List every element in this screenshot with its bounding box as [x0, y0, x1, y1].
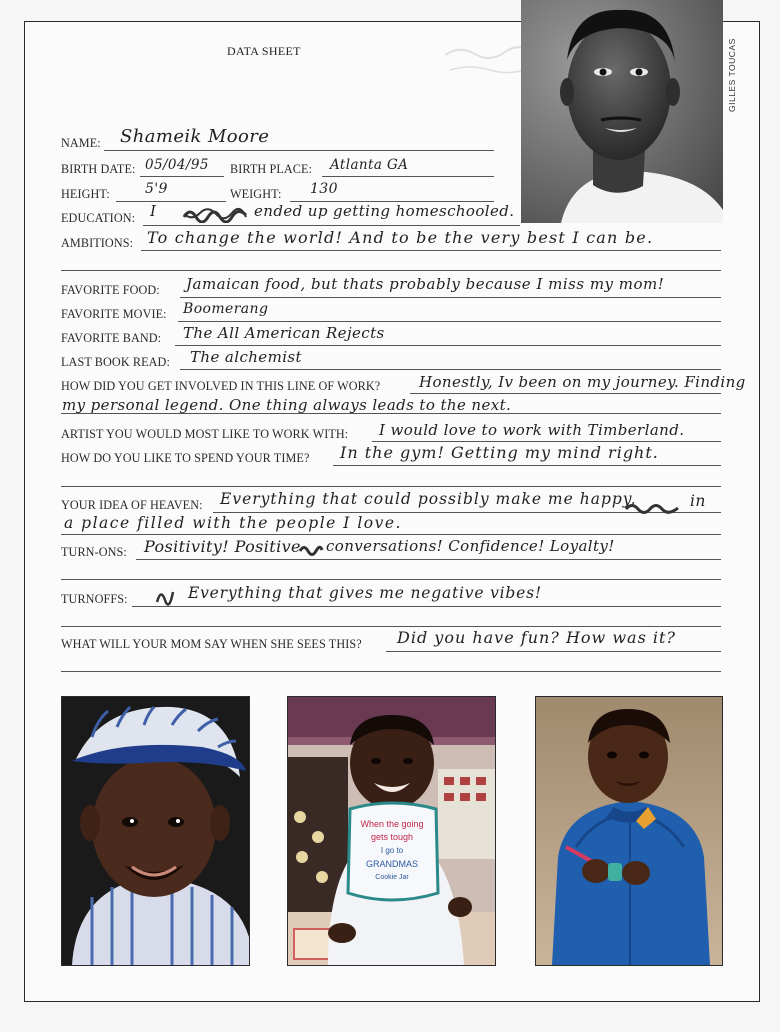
mom-line-2 [61, 671, 721, 672]
heaven-value-line2: a place filled with the people I love. [64, 514, 402, 532]
mom-value: Did you have fun? How was it? [397, 628, 676, 647]
height-value: 5'9 [145, 181, 168, 197]
birth-place-label: BIRTH PLACE: [230, 162, 313, 176]
baby-photo-cap [61, 696, 250, 966]
turnoffs-line [132, 606, 721, 607]
bib-text-5: Cookie Jar [375, 874, 409, 881]
artist-label: ARTIST YOU WOULD MOST LIKE TO WORK WITH: [61, 427, 349, 441]
favorite-band-value: The All American Rejects [183, 324, 385, 342]
birth-place-line [322, 176, 494, 177]
favorite-food-line [180, 297, 721, 298]
headshot-photo [521, 0, 723, 223]
turn-ons-line [136, 559, 721, 560]
involved-value-line2: my personal legend. One thing always leads to the next. [62, 396, 512, 414]
education-label: EDUCATION: [61, 211, 136, 225]
spend-time-line-2 [61, 486, 721, 487]
bib-text-4: GRANDMAS [365, 859, 419, 869]
mom-label: WHAT WILL YOUR MOM SAY WHEN SHE SEES THIS? [61, 637, 362, 651]
scribble-mark [298, 543, 324, 557]
favorite-band-label: FAVORITE BAND: [61, 331, 162, 345]
bib-text-3: I go to [380, 846, 404, 855]
scribble-mark [182, 205, 250, 223]
birth-date-line [140, 176, 224, 177]
involved-line [410, 393, 721, 394]
last-book-value: The alchemist [190, 348, 302, 366]
heaven-value-end: in [690, 492, 706, 510]
scribble-mark [624, 501, 682, 515]
turnoffs-label: TURNOFFS: [61, 592, 128, 606]
bib-text-1: When the going [360, 819, 424, 829]
height-line [116, 201, 226, 202]
baby-photo-blue-suit [535, 696, 723, 966]
birth-date-label: BIRTH DATE: [61, 162, 136, 176]
heaven-value-line1: Everything that could possibly make me happy, [220, 490, 637, 508]
education-value: ended up getting homeschooled. [254, 202, 515, 220]
involved-value-line1: Honestly, Iv been on my journey. Finding [419, 373, 746, 391]
turn-ons-value-line1: Positivity! Positive [144, 537, 301, 556]
scribble-mark [154, 586, 176, 606]
favorite-food-value: Jamaican food, but thats probably because I miss my mom! [186, 275, 665, 293]
bib-text-2: gets tough [370, 832, 414, 842]
name-line [104, 150, 494, 151]
birth-place-value: Atlanta GA [330, 157, 409, 173]
height-label: HEIGHT: [61, 187, 110, 201]
favorite-movie-label: FAVORITE MOVIE: [61, 307, 167, 321]
involved-label: HOW DID YOU GET INVOLVED IN THIS LINE OF WORK? [61, 379, 381, 393]
turn-ons-line-2 [61, 579, 721, 580]
turn-ons-value-line2: conversations! Confidence! Loyalty! [326, 537, 615, 555]
heaven-label: YOUR IDEA OF HEAVEN: [61, 498, 203, 512]
mom-line [386, 651, 721, 652]
artist-line [372, 441, 721, 442]
weight-value: 130 [310, 181, 338, 197]
photo-credit: GILLES TOUCAS [727, 38, 737, 112]
ambitions-line [141, 250, 721, 251]
turn-ons-label: TURN-ONS: [61, 545, 127, 559]
favorite-food-label: FAVORITE FOOD: [61, 283, 160, 297]
spend-time-value: In the gym! Getting my mind right. [340, 443, 659, 462]
ambitions-label: AMBITIONS: [61, 236, 134, 250]
birth-date-value: 05/04/95 [145, 157, 209, 173]
sheet-title: DATA SHEET [227, 44, 301, 58]
name-value: Shameik Moore [120, 126, 270, 147]
spend-time-label: HOW DO YOU LIKE TO SPEND YOUR TIME? [61, 451, 310, 465]
name-label: NAME: [61, 136, 101, 150]
ambitions-value: To change the world! And to be the very best I can be. [147, 228, 654, 247]
last-book-line [180, 369, 721, 370]
education-prefix: I [150, 202, 157, 220]
favorite-movie-value: Boomerang [183, 301, 269, 317]
spend-time-line [333, 465, 721, 466]
turnoffs-line-2 [61, 626, 721, 627]
artist-value: I would love to work with Timberland. [379, 421, 685, 439]
weight-label: WEIGHT: [230, 187, 282, 201]
turnoffs-value: Everything that gives me negative vibes! [188, 584, 542, 602]
favorite-band-line [175, 345, 721, 346]
last-book-label: LAST BOOK READ: [61, 355, 170, 369]
favorite-movie-line [178, 321, 721, 322]
baby-photo-bib [287, 696, 496, 966]
ambitions-line-2 [61, 270, 721, 271]
heaven-line-2 [61, 534, 721, 535]
education-line [143, 225, 520, 226]
